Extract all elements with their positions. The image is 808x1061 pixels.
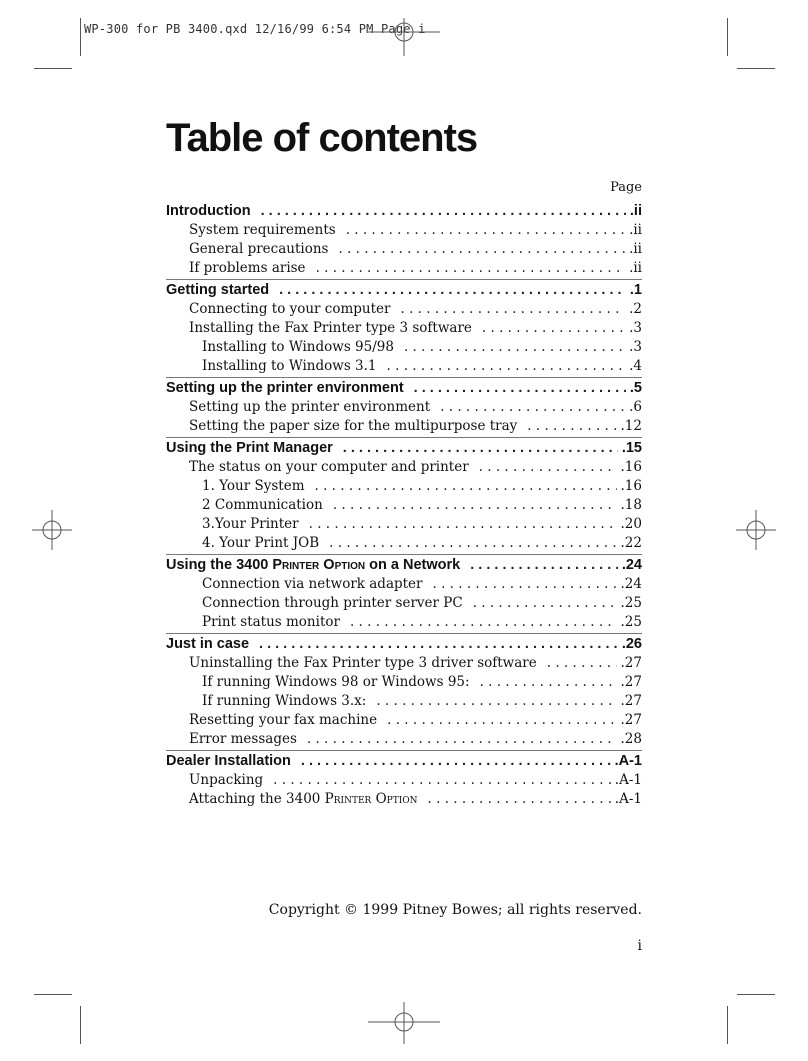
dot-leader xyxy=(350,613,617,632)
toc-entry xyxy=(166,613,642,632)
toc-entry xyxy=(166,711,642,730)
crop-mark xyxy=(737,994,775,995)
toc-entry-label: Dealer Installation xyxy=(166,753,291,769)
toc-entry-page: .16 xyxy=(620,459,642,475)
toc-entry xyxy=(166,654,642,673)
page-column-header: Page xyxy=(610,180,642,195)
dot-leader xyxy=(428,790,611,809)
registration-mark-icon xyxy=(368,18,440,56)
toc-entry xyxy=(166,673,642,692)
toc-entry xyxy=(166,790,642,809)
crop-mark xyxy=(727,1006,728,1044)
copyright-notice: Copyright © 1999 Pitney Bowes; all rights reserved. xyxy=(268,902,642,918)
toc-entry-page: .ii xyxy=(629,260,642,276)
dot-leader xyxy=(470,555,618,575)
toc-entry-label: Resetting your fax machine xyxy=(189,712,378,728)
toc-entry-page: .12 xyxy=(620,418,642,434)
toc-entry-label: Getting started xyxy=(166,282,270,298)
crop-mark xyxy=(34,68,72,69)
toc-entry-label: General precautions xyxy=(189,241,329,257)
toc-entry-label-part: on a Network xyxy=(365,557,461,573)
dot-leader xyxy=(414,378,626,398)
dot-leader xyxy=(479,458,617,477)
dot-leader xyxy=(376,692,616,711)
toc-entry-label: If running Windows 3.x: xyxy=(202,693,367,709)
dot-leader xyxy=(346,221,625,240)
toc-entry-label: Error messages xyxy=(189,731,297,747)
toc-entry-page: .2 xyxy=(629,301,642,317)
toc-entry xyxy=(166,515,642,534)
toc-entry-label: 2 Communication xyxy=(202,497,323,513)
dot-leader xyxy=(261,201,626,221)
toc-entry xyxy=(166,730,642,749)
toc-entry-page: .4 xyxy=(629,358,642,374)
toc-entry-page: .24 xyxy=(621,557,642,573)
toc-entry xyxy=(166,319,642,338)
crop-mark xyxy=(80,18,81,56)
toc-entry-page: .27 xyxy=(620,655,642,671)
toc-entry-label-part: Using the 3400 xyxy=(166,557,273,573)
toc-entry xyxy=(166,692,642,711)
toc-entry xyxy=(166,279,642,300)
toc-entry-label: Print status monitor xyxy=(202,614,340,630)
toc-entry-page: .26 xyxy=(621,636,642,652)
page-title: Table of contents xyxy=(166,116,478,160)
toc-entry-label: 4. Your Print JOB xyxy=(202,535,320,551)
toc-entry-page: .ii xyxy=(629,241,642,257)
toc-entry-label: The status on your computer and printer xyxy=(189,459,469,475)
toc-entry xyxy=(166,750,642,771)
toc-entry-label: Introduction xyxy=(166,203,251,219)
toc-entry-page: .25 xyxy=(620,614,642,630)
toc-entry-page: .24 xyxy=(620,576,642,592)
dot-leader xyxy=(482,319,625,338)
dot-leader xyxy=(404,338,625,357)
dot-leader xyxy=(401,300,626,319)
toc-entry-page: .A-1 xyxy=(614,772,642,788)
toc-entry xyxy=(166,477,642,496)
toc-entry xyxy=(166,221,642,240)
toc-entry-page: .ii xyxy=(629,222,642,238)
toc-entry-label: Using the Print Manager xyxy=(166,440,333,456)
toc-entry-page: .22 xyxy=(620,535,642,551)
toc-entry-label: Connection through printer server PC xyxy=(202,595,463,611)
toc-entry xyxy=(166,633,642,654)
toc-entry-label: 3.Your Printer xyxy=(202,516,299,532)
toc-entry xyxy=(166,398,642,417)
toc-entry xyxy=(166,300,642,319)
toc-entry-label: 1. Your System xyxy=(202,478,305,494)
dot-leader xyxy=(315,477,617,496)
toc-entry xyxy=(166,771,642,790)
toc-entry-label-part: Attaching the 3400 xyxy=(189,791,325,807)
toc-entry-page: .28 xyxy=(620,731,642,747)
toc-entry-page: .A-1 xyxy=(614,791,642,807)
toc-entry-label: If running Windows 98 or Windows 95: xyxy=(202,674,470,690)
registration-mark-icon xyxy=(368,1002,440,1044)
toc-entry-page: .6 xyxy=(629,399,642,415)
toc-entry xyxy=(166,437,642,458)
registration-mark-icon xyxy=(736,510,776,550)
dot-leader xyxy=(338,240,625,259)
dot-leader xyxy=(309,515,617,534)
dot-leader xyxy=(440,398,625,417)
dot-leader xyxy=(279,280,626,300)
toc-entry-label: Connection via network adapter xyxy=(202,576,423,592)
toc-entry-label xyxy=(166,555,460,575)
toc-entry-label: Connecting to your computer xyxy=(189,301,391,317)
toc-entry-label: Setting up the printer environment xyxy=(166,380,404,396)
toc-entry xyxy=(166,377,642,398)
toc-entry xyxy=(166,338,642,357)
toc-entry-label: Unpacking xyxy=(189,772,264,788)
dot-leader xyxy=(333,496,617,515)
registration-mark-icon xyxy=(32,510,72,550)
toc-entry xyxy=(166,534,642,553)
dot-leader xyxy=(273,771,611,790)
toc-entry xyxy=(166,357,642,376)
toc-entry-page: .18 xyxy=(620,497,642,513)
toc-entry-page: .3 xyxy=(629,320,642,336)
toc-entry-page: .1 xyxy=(629,282,642,298)
toc-entry-label: System requirements xyxy=(189,222,336,238)
crop-mark xyxy=(80,1006,81,1044)
toc-entry xyxy=(166,554,642,575)
dot-leader xyxy=(473,594,617,613)
toc-entry xyxy=(166,594,642,613)
toc-entry-page: .15 xyxy=(621,440,642,456)
dot-leader xyxy=(433,575,617,594)
toc-entry-page: .27 xyxy=(620,693,642,709)
crop-mark xyxy=(34,994,72,995)
toc-entry-label: Installing the Fax Printer type 3 software xyxy=(189,320,472,336)
toc-entry-label: Installing to Windows 95/98 xyxy=(202,339,394,355)
dot-leader xyxy=(259,634,618,654)
crop-mark xyxy=(727,18,728,56)
toc-entry-page: .16 xyxy=(620,478,642,494)
dot-leader xyxy=(307,730,617,749)
toc-entry-label-part: Printer Option xyxy=(324,791,418,807)
toc-entry-page: .5 xyxy=(629,380,642,396)
toc-entry-label-part: Printer Option xyxy=(272,557,366,573)
toc-entry-label: Setting up the printer environment xyxy=(189,399,431,415)
toc-entry xyxy=(166,575,642,594)
dot-leader xyxy=(527,417,616,436)
toc-entry-label: Just in case xyxy=(166,636,250,652)
toc-entry-page: .27 xyxy=(620,712,642,728)
dot-leader xyxy=(387,711,616,730)
toc-entry-label: Installing to Windows 3.1 xyxy=(202,358,377,374)
toc-entry-page: .20 xyxy=(620,516,642,532)
toc-entry-label: Uninstalling the Fax Printer type 3 driver software xyxy=(189,655,537,671)
dot-leader xyxy=(343,438,618,458)
toc-entry xyxy=(166,259,642,278)
dot-leader xyxy=(387,357,626,376)
crop-mark xyxy=(737,68,775,69)
toc-entry xyxy=(166,240,642,259)
toc-entry-page: .ii xyxy=(629,203,642,219)
dot-leader xyxy=(329,534,616,553)
dot-leader xyxy=(301,751,611,771)
toc-entry xyxy=(166,496,642,515)
dot-leader xyxy=(316,259,626,278)
dot-leader xyxy=(480,673,617,692)
toc-entry xyxy=(166,201,642,221)
toc-entry-page: .27 xyxy=(620,674,642,690)
toc-entry-label xyxy=(189,790,418,809)
page-number: i xyxy=(637,938,642,954)
table-of-contents xyxy=(166,200,642,809)
toc-entry xyxy=(166,417,642,436)
toc-entry-label: Setting the paper size for the multipurpose tray xyxy=(189,418,518,434)
toc-entry-page: .3 xyxy=(629,339,642,355)
toc-entry-page: .A-1 xyxy=(614,753,642,769)
toc-entry-label: If problems arise xyxy=(189,260,306,276)
print-slug: WP-300 for PB 3400.qxd 12/16/99 6:54 PM Page i xyxy=(84,22,426,36)
toc-entry xyxy=(166,458,642,477)
toc-entry-page: .25 xyxy=(620,595,642,611)
dot-leader xyxy=(547,654,617,673)
